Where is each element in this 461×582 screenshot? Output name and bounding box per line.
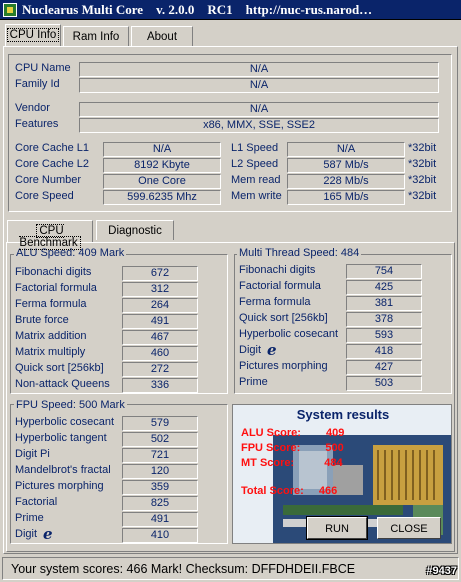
alu-row-value: 491 — [122, 314, 198, 329]
l1-speed-field: N/A — [287, 142, 405, 157]
watermark: #9437 — [426, 565, 457, 577]
alu-row-value: 672 — [122, 266, 198, 281]
mem-write-field: 165 Mb/s — [287, 190, 405, 205]
cpu-name-label: CPU Name — [15, 62, 71, 74]
window-title: Nuclearus Multi Core v. 2.0.0 RC1 http://nuc-rus.narod… — [22, 2, 373, 17]
fpu-row-label: Mandelbrot's fractal — [15, 464, 111, 476]
family-id-label: Family Id — [15, 78, 60, 90]
alu-row-label: Ferma formula — [15, 298, 87, 310]
mt-score-value: 484 — [324, 457, 343, 469]
close-button[interactable]: CLOSE — [377, 517, 441, 539]
mem-read-unit: *32bit — [408, 174, 437, 186]
core-cache-l2-label: Core Cache L2 — [15, 158, 89, 170]
mt-row-value: 593 — [346, 328, 422, 343]
total-score-line — [241, 485, 337, 497]
features-label: Features — [15, 118, 59, 130]
fpu-row-label: Digit Pi — [15, 448, 50, 460]
mt-row-label: Ferma formula — [239, 296, 311, 308]
fpu-row-label: Prime — [15, 512, 44, 524]
core-speed-label: Core Speed — [15, 190, 74, 202]
total-score-value: 466 — [318, 485, 338, 497]
tab-cpu-info[interactable] — [5, 24, 61, 46]
vendor-label: Vendor — [15, 102, 50, 114]
alu-row-label: Brute force — [15, 314, 69, 326]
core-cache-l1-field: N/A — [103, 142, 221, 157]
mt-score-line — [241, 457, 343, 469]
alu-score-label: ALU Score: — [241, 427, 301, 439]
mem-read-label: Mem read — [231, 174, 281, 186]
mt-row-label: Pictures morphing — [239, 360, 328, 372]
run-button[interactable]: RUN — [307, 517, 367, 539]
l2-speed-label: L2 Speed — [231, 158, 279, 170]
fpu-score-value: 500 — [325, 442, 344, 454]
tab-diagnostic[interactable] — [96, 220, 174, 240]
fpu-group-title: FPU Speed: 500 Mark — [16, 399, 125, 411]
fpu-row-value: 359 — [122, 480, 198, 495]
fpu-row-value: 491 — [122, 512, 198, 527]
fpu-row-value: 579 — [122, 416, 198, 431]
core-cache-l2-field: 8192 Kbyte — [103, 158, 221, 173]
alu-row-label: Non-attack Queens — [15, 378, 110, 390]
tab-ram-info[interactable] — [63, 26, 129, 46]
alu-group-title: ALU Speed: 409 Mark — [16, 247, 125, 259]
l1-speed-label: L1 Speed — [231, 142, 279, 154]
mt-row-label: Quick sort [256kb] — [239, 312, 328, 324]
status-bar — [2, 557, 459, 580]
alu-row-value: 272 — [122, 362, 198, 377]
alu-score-value: 409 — [325, 427, 345, 439]
tab-cpu-benchmark-label: CPU Benchmark — [19, 224, 80, 250]
tab-diagnostic-label: Diagnostic — [108, 225, 162, 237]
tab-cpu-benchmark[interactable] — [7, 220, 93, 249]
mt-row-label: Factorial formula — [239, 280, 321, 292]
mem-read-field: 228 Mb/s — [287, 174, 405, 189]
tab-about[interactable] — [131, 26, 193, 46]
family-id-field: N/A — [79, 78, 439, 93]
fpu-row-value: 120 — [122, 464, 198, 479]
alu-row-label: Matrix multiply — [15, 346, 86, 358]
mt-row-value: 381 — [346, 296, 422, 311]
results-title: System results — [296, 407, 390, 422]
features-field: x86, MMX, SSE, SSE2 — [79, 118, 439, 133]
mt-row-label: Fibonachi digits — [239, 264, 316, 276]
alu-row-value: 312 — [122, 282, 198, 297]
l1-speed-unit: *32bit — [408, 142, 437, 154]
alu-score-line — [241, 427, 344, 439]
alu-row-value: 460 — [122, 346, 198, 361]
core-number-field: One Core — [103, 174, 221, 189]
alu-row-label: Fibonachi digits — [15, 266, 92, 278]
fpu-row-value: 825 — [122, 496, 198, 511]
mt-row-value: 425 — [346, 280, 422, 295]
l2-speed-unit: *32bit — [408, 158, 437, 170]
fpu-row-value: 721 — [122, 448, 198, 463]
core-number-label: Core Number — [15, 174, 82, 186]
fpu-row-value: 502 — [122, 432, 198, 447]
alu-row-value: 336 — [122, 378, 198, 393]
total-score-label: Total Score: — [241, 485, 304, 497]
mt-row-label: Hyperbolic cosecant — [239, 328, 339, 340]
e-symbol-icon: e — [43, 525, 53, 543]
alu-row-value: 264 — [122, 298, 198, 313]
fpu-score-line — [241, 442, 344, 454]
fpu-row-label: Hyperbolic cosecant — [15, 416, 115, 428]
mt-row-value: 427 — [346, 360, 422, 375]
title-bar[interactable] — [0, 0, 461, 20]
mt-row-value: 754 — [346, 264, 422, 279]
mt-row-value: 503 — [346, 376, 422, 391]
mt-row-label: Digit — [239, 344, 262, 356]
mem-write-unit: *32bit — [408, 190, 437, 202]
alu-row-label: Matrix addition — [15, 330, 87, 342]
app-icon — [3, 3, 17, 17]
cpu-name-field: N/A — [79, 62, 439, 77]
tab-about-label: About — [146, 31, 178, 43]
mt-row-value: 418 — [346, 344, 422, 359]
fpu-row-label: Hyperbolic tangent — [15, 432, 107, 444]
vendor-field: N/A — [79, 102, 439, 117]
mt-group-title: Multi Thread Speed: 484 — [239, 247, 360, 259]
system-results-panel — [232, 404, 452, 544]
tab-ram-info-label: Ram Info — [72, 31, 120, 43]
l2-speed-field: 587 Mb/s — [287, 158, 405, 173]
fpu-row-label: Digit — [15, 528, 38, 540]
fpu-row-label: Factorial — [15, 496, 58, 508]
status-text: Your system scores: 466 Mark! Checksum: DFFDHDEII.FBCE — [11, 562, 356, 576]
alu-row-label: Quick sort [256kb] — [15, 362, 104, 374]
mt-row-label: Prime — [239, 376, 268, 388]
core-speed-field: 599.6235 Mhz — [103, 190, 221, 205]
alu-row-label: Factorial formula — [15, 282, 97, 294]
core-cache-l1-label: Core Cache L1 — [15, 142, 89, 154]
tab-cpu-info-label: CPU Info — [7, 28, 60, 42]
fpu-score-label: FPU Score: — [241, 442, 301, 454]
mt-score-label: MT Score: — [241, 457, 295, 469]
e-symbol-icon: e — [267, 341, 277, 359]
fpu-row-label: Pictures morphing — [15, 480, 104, 492]
alu-row-value: 467 — [122, 330, 198, 345]
fpu-row-value: 410 — [122, 528, 198, 543]
mt-row-value: 378 — [346, 312, 422, 327]
mem-write-label: Mem write — [231, 190, 282, 202]
